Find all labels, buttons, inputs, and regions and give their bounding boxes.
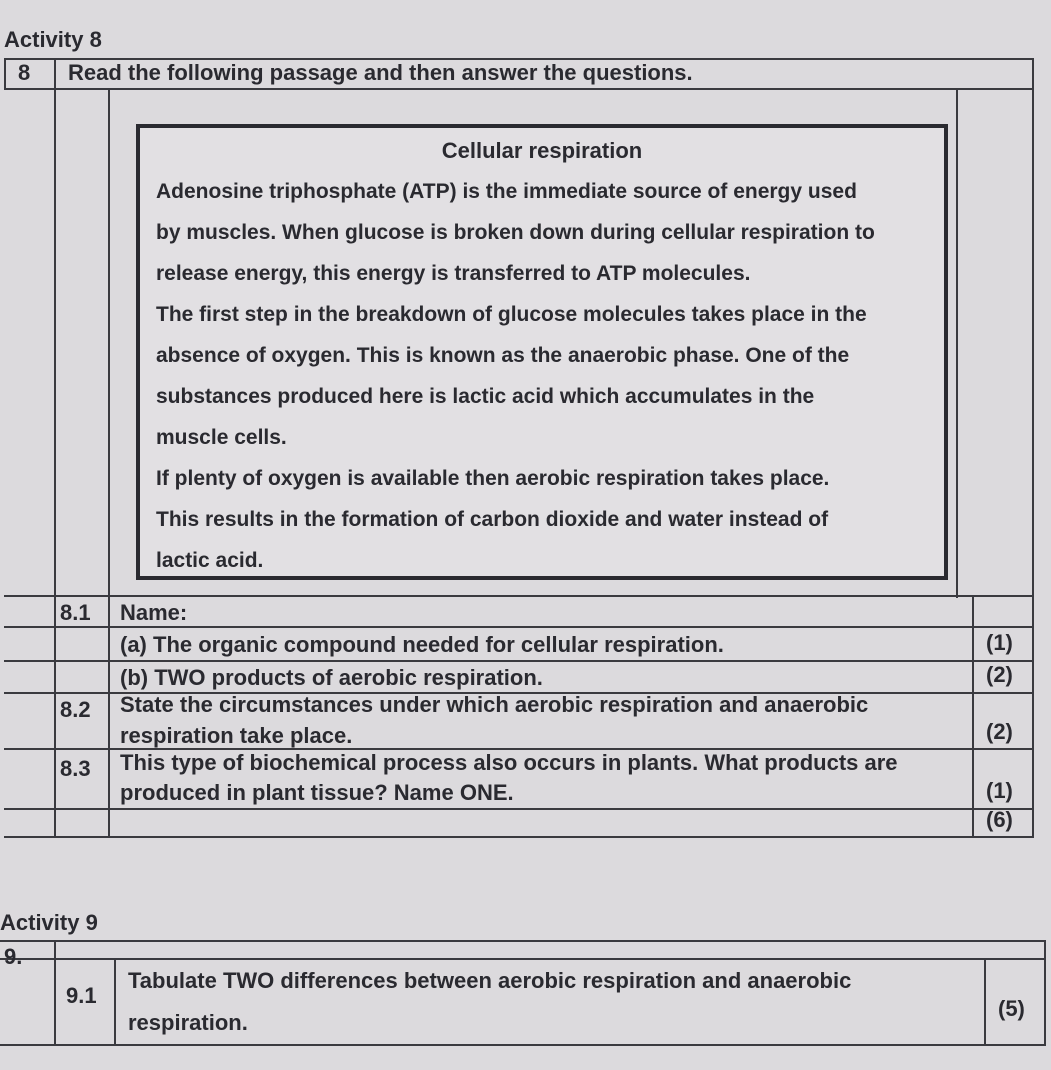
question-8-2-line1: State the circumstances under which aerobic respiration and anaerobic	[120, 692, 869, 717]
question-8-3-line1: This type of biochemical process also occurs in plants. What products are	[120, 750, 898, 775]
question-9-1-line1: Tabulate TWO differences between aerobic respiration and anaerobic	[128, 968, 852, 993]
table8-row1-border	[4, 88, 1034, 90]
row-8-1-top	[4, 595, 1034, 597]
passage-line: This results in the formation of carbon dioxide and water instead of	[156, 508, 829, 531]
activity-8-title: Activity 8	[4, 27, 102, 52]
question-8-3-number: 8.3	[60, 756, 91, 781]
passage-line: muscle cells.	[156, 426, 287, 449]
table9-row1-border	[0, 958, 1046, 960]
table8-right-border	[1032, 58, 1034, 838]
question-8-1b-text: (b) TWO products of aerobic respiration.	[120, 665, 543, 690]
activity-8-number: 8	[18, 60, 31, 85]
row-8-1b-top	[4, 660, 1034, 662]
question-8-2-number: 8.2	[60, 697, 91, 722]
row-8-1a-top	[4, 626, 1034, 628]
passage-line: lactic acid.	[156, 549, 264, 572]
question-8-2-mark: (2)	[986, 719, 1013, 744]
passage-box	[136, 124, 948, 580]
question-8-1-text: Name:	[120, 600, 188, 625]
activity-9-number: 9.	[4, 944, 23, 969]
question-8-3-mark: (1)	[986, 778, 1013, 803]
passage-line: release energy, this energy is transferred to ATP molecules.	[156, 262, 751, 285]
activity-8-instruction: Read the following passage and then answer the questions.	[68, 60, 693, 85]
row-total-top	[4, 808, 1034, 810]
question-9-1-line2: respiration.	[128, 1010, 248, 1035]
table9-mark-col-border	[984, 958, 986, 1046]
question-9-1-mark: (5)	[998, 996, 1025, 1021]
table9-bottom-border	[0, 1044, 1046, 1046]
table8-col1-border	[54, 58, 56, 838]
passage-line: substances produced here is lactic acid which accumulates in the	[156, 385, 815, 408]
table8-mark-col-border	[972, 595, 974, 838]
question-8-1a-mark: (1)	[986, 630, 1013, 655]
question-9-1-number: 9.1	[66, 983, 97, 1008]
table9-top-border	[0, 940, 1046, 942]
activity-9-title: Activity 9	[0, 910, 98, 935]
question-8-1-number: 8.1	[60, 600, 91, 625]
passage-line: If plenty of oxygen is available then aerobic respiration takes place.	[156, 467, 830, 490]
passage-line: The first step in the breakdown of glucose molecules takes place in the	[156, 303, 867, 326]
question-8-1b-mark: (2)	[986, 662, 1013, 687]
table9-col1-border	[54, 940, 56, 1046]
table8-inner-right-border	[956, 88, 958, 598]
question-8-3-line2: produced in plant tissue? Name ONE.	[120, 780, 514, 805]
table9-right-border	[1044, 940, 1046, 1046]
passage-line: absence of oxygen. This is known as the anaerobic phase. One of the	[156, 344, 850, 367]
table8-bottom-border	[4, 836, 1034, 838]
activity-8-total-mark: (6)	[986, 807, 1013, 832]
question-8-2-line2: respiration take place.	[120, 723, 353, 748]
table8-left-border	[4, 58, 6, 90]
passage-title: Cellular respiration	[441, 138, 643, 163]
passage-line: by muscles. When glucose is broken down during cellular respiration to	[156, 221, 875, 244]
question-col-border	[108, 595, 110, 838]
question-8-1a-text: (a) The organic compound needed for cellular respiration.	[120, 632, 724, 657]
passage-line: Adenosine triphosphate (ATP) is the immediate source of energy used	[156, 180, 857, 203]
table9-col2-border	[114, 958, 116, 1046]
